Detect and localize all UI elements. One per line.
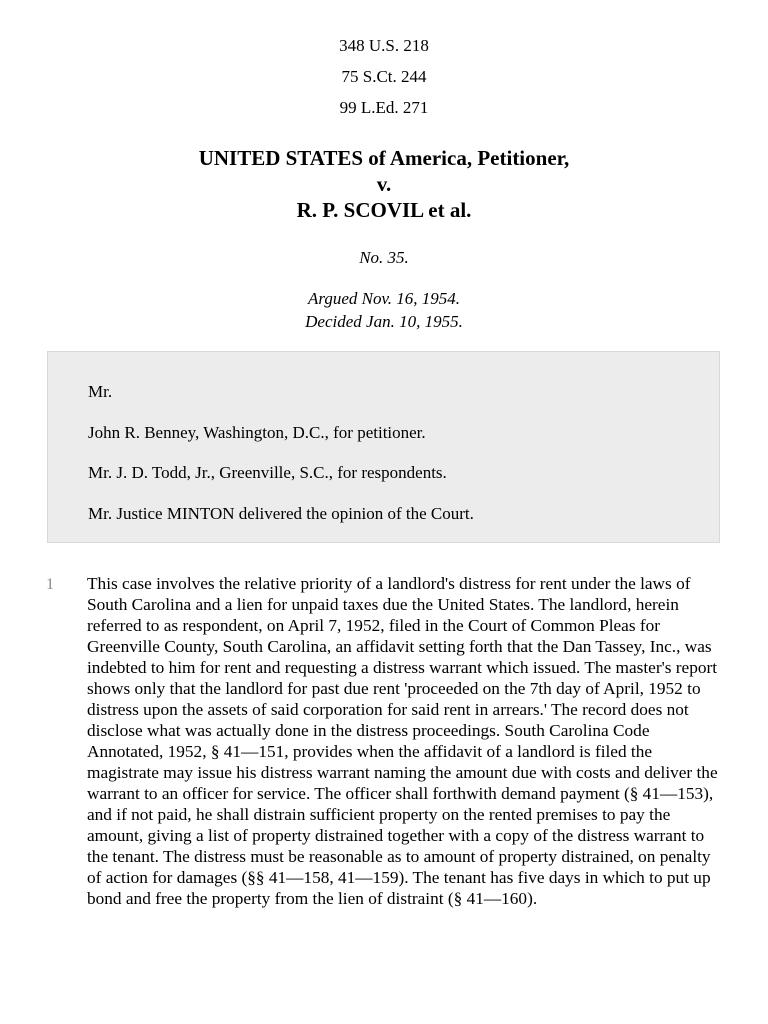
paragraph-number: 1 <box>46 576 54 593</box>
counsel-box <box>47 351 720 543</box>
docket-number: No. 35. <box>359 248 409 267</box>
argued-date: Argued Nov. 16, 1954. <box>307 289 461 308</box>
caption-respondent: R. P. SCOVIL et al. <box>296 198 472 222</box>
counsel-line-mr: Mr. <box>88 382 113 401</box>
decided-date: Decided Jan. 10, 1955. <box>305 312 463 331</box>
caption-versus: v. <box>376 172 392 196</box>
counsel-respondents: Mr. J. D. Todd, Jr., Greenville, S.C., for respondents. <box>88 463 447 482</box>
citation-supreme-court-reporter: 75 S.Ct. 244 <box>341 67 427 86</box>
opinion-author-line: Mr. Justice MINTON delivered the opinion of the Court. <box>88 504 474 523</box>
citation-us-reports: 348 U.S. 218 <box>339 36 429 55</box>
caption-petitioner: UNITED STATES of America, Petitioner, <box>198 146 570 170</box>
citation-lawyers-edition: 99 L.Ed. 271 <box>339 98 429 117</box>
counsel-petitioner: John R. Benney, Washington, D.C., for petitioner. <box>88 423 426 442</box>
paragraph-body: This case involves the relative priority of a landlord's distress for rent under the laws of South Carolina and a lien for unpaid taxes due the United States. The landlord, herein referred to as respondent, on April 7, 1952, filed in the Court of Common Pleas for Greenville County, South Carolina, an affidavit setting forth that the Dan Tassey, Inc., was indebted to him for rent and requesting a distress warrant which issued. The master's report shows only that the landlord for past due rent 'proceeded on the 7th day of April, 1952 to distress upon the assets of said corporation for said rent in arrears.' The record does not disclose what was actually done in the distress proceedings. South Carolina Code Annotated, 1952, § 41—151, provides when the affidavit of a landlord is filed the magistrate may issue his distress warrant naming the amount due with costs and deliver the warrant to an officer for service. The officer shall forthwith demand payment (§ 41—153), and if not paid, he shall distrain sufficient property on the rented premises to pay the amount, giving a list of property distrained together with a copy of the distress warrant to the tenant. The distress must be reasonable as to amount of property distrained, on penalty of action for damages (§§ 41—158, 41—159). The tenant has five days in which to put up bond and free the property from the lien of distraint (§ 41—160). <box>87 574 718 908</box>
